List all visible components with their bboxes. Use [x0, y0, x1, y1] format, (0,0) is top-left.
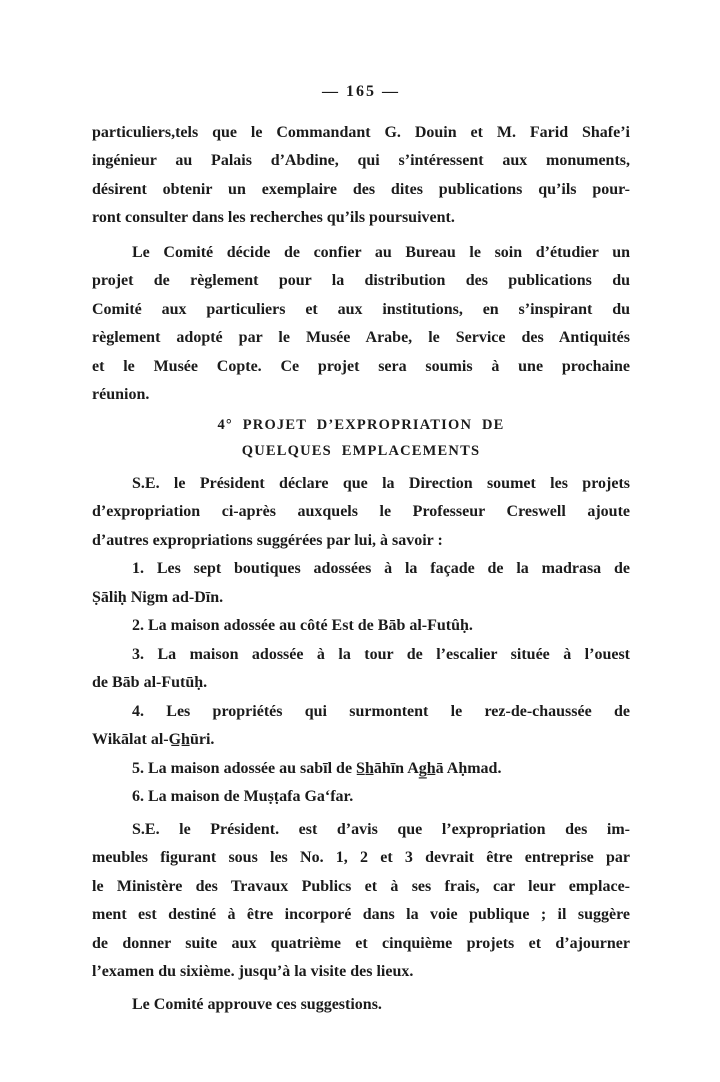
- text-line: S.E. le Président. est d’avis que l’expropriation des im-: [132, 820, 630, 838]
- paragraph-approval: [92, 991, 630, 1020]
- text-line: règlement adopté par le Musée Arabe, le Service des Antiquités: [92, 329, 630, 346]
- section-heading-line2: QUELQUES EMPLACEMENTS: [241, 442, 481, 459]
- text-line: Wikālat al-G̲h̲ūri.: [92, 731, 215, 748]
- text-line: désirent obtenir un exemplaire des dites publications qu’ils pour-: [92, 180, 630, 198]
- page-number: — 165 —: [322, 83, 400, 100]
- text-line: Comité aux particuliers et aux institutions, en s’inspirant du: [92, 300, 630, 318]
- text-line: 2. La maison adossée au côté Est de Bāb al-Futûḥ.: [132, 617, 473, 634]
- paragraph-president-opinion: [92, 816, 630, 987]
- text-line: S.E. le Président déclare que la Direction soumet les projets: [132, 474, 630, 492]
- text-line: et le Musée Copte. Ce projet sera soumis à une prochaine: [92, 357, 630, 375]
- list-item-5: [92, 755, 630, 784]
- text-line: l’examen du sixième. jusqu’à la visite des lieux.: [92, 963, 414, 980]
- paragraph-comite-decision: [92, 239, 630, 410]
- list-item-4: [92, 698, 630, 755]
- list-item-1: [92, 555, 630, 612]
- text-line: 4. Les propriétés qui surmontent le rez-de-chaussée de: [132, 702, 630, 720]
- text-line: Le Comité approuve ces suggestions.: [132, 995, 382, 1013]
- text-line: 5. La maison adossée au sabīl de S̲h̲āhīn Ag̲h̲ā Aḥmad.: [132, 759, 502, 777]
- text-line: meubles figurant sous les No. 1, 2 et 3 devrait être entreprise par: [92, 849, 630, 866]
- paragraph-continuation: [92, 119, 630, 233]
- paragraph-president-declaration: [92, 470, 630, 556]
- text-line: ingénieur au Palais d’Abdine, qui s’intéressent aux monuments,: [92, 152, 630, 169]
- section-heading-line1: 4° PROJET D’EXPROPRIATION DE: [217, 416, 505, 433]
- list-item-2: [92, 612, 630, 641]
- text-line: ment est destiné à être incorporé dans la voie publique ; il suggère: [92, 906, 630, 923]
- list-item-6: [92, 783, 630, 812]
- text-line: particuliers,tels que le Commandant G. Douin et M. Farid Shafe’i: [92, 123, 630, 141]
- text-line: de Bāb al-Futūḥ.: [92, 674, 208, 691]
- list-item-3: [92, 641, 630, 698]
- text-line: le Ministère des Travaux Publics et à ses frais, car leur emplace-: [92, 877, 630, 895]
- text-line: d’expropriation ci-après auxquels le Professeur Creswell ajoute: [92, 503, 630, 520]
- text-line: 1. Les sept boutiques adossées à la façade de la madrasa de: [132, 560, 630, 577]
- text-line: de donner suite aux quatrième et cinquième projets et d’ajourner: [92, 934, 630, 952]
- text-line: Ṣāliḥ Nigm ad-Dīn.: [92, 588, 224, 606]
- text-line: 6. La maison de Muṣṭafa Ga‘far.: [132, 788, 354, 805]
- section-heading: [92, 412, 630, 464]
- text-line: 3. La maison adossée à la tour de l’escalier située à l’ouest: [132, 645, 630, 663]
- text-line: Le Comité décide de confier au Bureau le soin d’étudier un: [132, 243, 630, 261]
- text-line: ront consulter dans les recherches qu’ils poursuivent.: [92, 209, 455, 226]
- text-line: d’autres expropriations suggérées par lui, à savoir :: [92, 531, 443, 549]
- text-line: réunion.: [92, 386, 150, 403]
- text-line: projet de règlement pour la distribution des publications du: [92, 272, 630, 289]
